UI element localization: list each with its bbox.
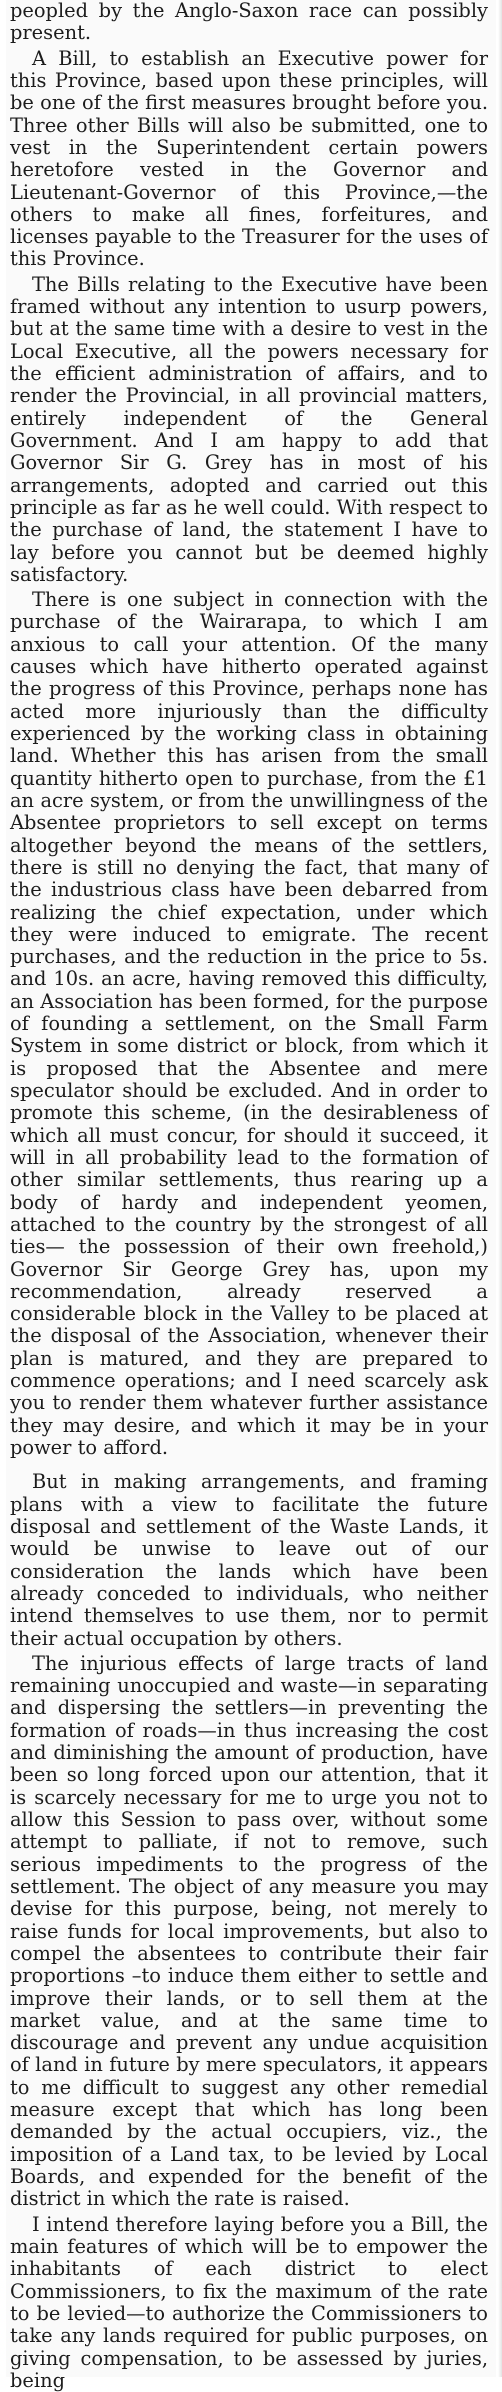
paragraph-bill-intention: I intend therefore laying before you a Bill, the main features of which will be to empower the inhabitants of each district to elect Commissioners, to fix the maximum of the rate to be levied—to authorize the Commissioners to take any lands required for public purposes, on giving compensation, to be assessed by juries, being — [10, 2212, 488, 2392]
paragraph-wairarapa-purchase: There is one subject in connection with the purchase of the Wairarapa, to which I am anxious to call your attention. Of the many causes which have hitherto operated against the progress of this Province, perhaps none has acted more injuriously than the difficulty experienced by the working class in obtaining land. Whether this has arisen from the small quantity hitherto open to purchase, from the £1 an acre system, or from the unwillingness of the Absentee proprietors to sell except on terms altogether beyond the means of the settlers, there is still no denying the fact, that many of the industrious class have been debarred from realizing the chief expectation, under which they were induced to emigrate. The recent purchases, and the reduction in the price to 5s. and 10s. an acre, having removed this difficulty, an Association has been formed, for the purpose of founding a settlement, on the Small Farm System in some district or block, from which it is proposed that the Absentee and mere speculator should be excluded. And in order to promote this scheme, (in the desirableness of which all must concur, for should it succeed, it will in all probability lead to the formation of other similar settlements, thus rearing up a body of hardy and independent yeomen, attached to the country by the strongest of all ties— the possession of their own freehold,) Governor Sir George Grey has, upon my recommendation, already reserved a considerable block in the Valley to be placed at the disposal of the Association, whenever their plan is matured, and they are prepared to commence operations; and I need scarcely ask you to render them whatever further assistance they may desire, and which it may be in your power to afford. — [10, 588, 488, 1459]
page-edge-shadow — [498, 0, 502, 2377]
paragraph-executive-powers: The Bills relating to the Executive have been framed without any intention to usurp powers, but at the same time with a desire to vest in the Local Executive, all the powers necessary for the efficient administration of affairs, and to render the Provincial, in all provincial matters, entirely independent of the General Government. And I am happy to add that Governor Sir G. Grey has in most of his arrangements, adopted and carried out this principle as far as he well could. With respect to the purchase of land, the statement I have to lay before you cannot but be deemed highly satisfactory. — [10, 272, 488, 586]
paragraph-executive-bill: A Bill, to establish an Executive power for this Province, based upon these principles, will be one of the first measures brought before you. Three other Bills will also be submitted, one to vest in the Superintendent certain powers heretofore vested in the Governor and Lieutenant-Governor of this Province,—the others to make all fines, forfeitures, and licenses payable to the Treasurer for the uses of this Province. — [10, 46, 488, 271]
paragraph-opening-fragment: peopled by the Anglo-Saxon race can possibly present. — [10, 0, 488, 45]
paragraph-waste-lands: But in making arrangements, and framing plans with a view to facilitate the future disposal and settlement of the Waste Lands, it would be unwise to leave out of our consideration the lands which have been already conceded to individuals, who neither intend themselves to use them, nor to permit their actual occupation by others. — [10, 1470, 488, 1650]
paragraph-land-tax: The injurious effects of large tracts of land remaining unoccupied and waste—in separating and dispersing the settlers—in preventing the formation of roads—in thus increasing the cost and diminishing the amount of production, have been so long forced upon our attention, that it is scarcely necessary for me to urge you not to allow this Session to pass over, without some attempt to palliate, if not to remove, such serious impediments to the progress of the settlement. The object of any measure you may devise for this purpose, being, not merely to raise funds for local improvements, but also to compel the absentees to contribute their fair proportions –to induce them either to settle and improve their lands, or to sell them at the market value, and at the same time to discourage and prevent any undue acquisition of land in future by mere speculators, it appears to me difficult to suggest any other remedial measure except that which has long been demanded by the actual occupiers, viz., the imposition of a Land tax, to be levied by Local Boards, and expended for the benefit of the district in which the rate is raised. — [10, 1651, 488, 2211]
newspaper-column — [6, 0, 496, 2392]
